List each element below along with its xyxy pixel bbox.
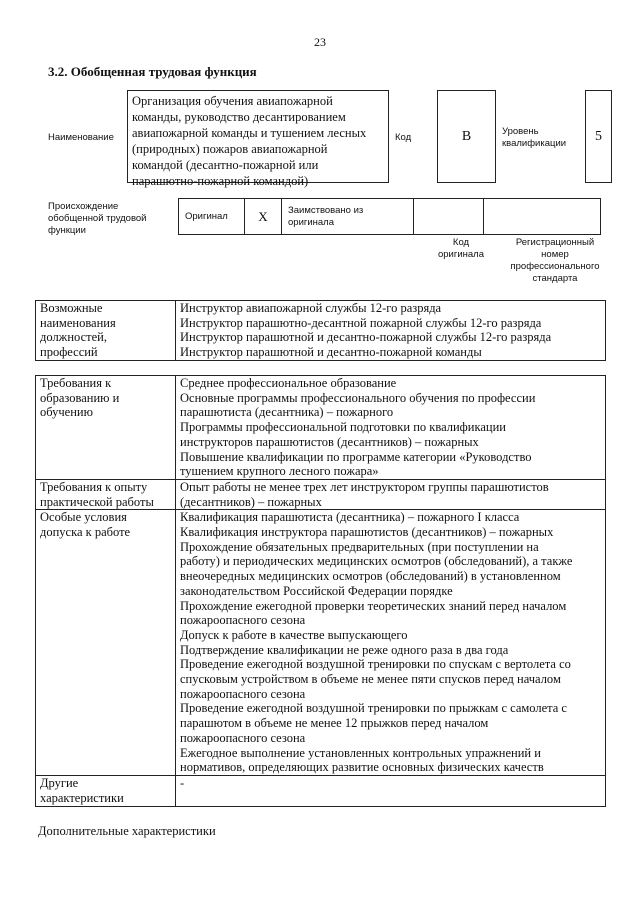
original-mark-cell bbox=[245, 199, 282, 235]
label-line: образованию и bbox=[40, 390, 120, 405]
original-mark: X bbox=[258, 208, 268, 224]
origin-label-line: обобщенной трудовой bbox=[48, 213, 147, 224]
name-label: Наименование bbox=[48, 132, 114, 143]
label-line: допуска к работе bbox=[40, 525, 131, 540]
code-original-caption bbox=[426, 237, 496, 261]
level-value-box bbox=[585, 90, 612, 183]
label-line: обучению bbox=[40, 405, 93, 420]
content-line: Среднее профессиональное образование bbox=[180, 376, 397, 390]
label-line: профессий bbox=[40, 345, 98, 360]
borrowed-label-line: оригинала bbox=[288, 216, 335, 228]
origin-label bbox=[48, 201, 146, 237]
origin-table bbox=[178, 198, 601, 235]
section-title: 3.2. Обобщенная трудовая функция bbox=[48, 64, 257, 79]
label-line: Другие bbox=[40, 775, 79, 790]
function-name-line: Организация обучения авиапожарной bbox=[132, 94, 333, 108]
function-name-line: команды, руководство десантированием bbox=[132, 110, 346, 124]
page-number: 23 bbox=[314, 35, 326, 49]
content-line: Прохождение обязательных предварительных (при поступлении на bbox=[180, 539, 539, 554]
code-label: Код bbox=[395, 132, 412, 143]
content-line: пожароопасного сезона bbox=[180, 686, 306, 701]
caption-line: Регистрационный bbox=[515, 237, 595, 248]
origin-label-line: Происхождение bbox=[48, 201, 119, 212]
content-line: (десантников) – пожарных bbox=[180, 494, 322, 509]
experience-row bbox=[36, 479, 606, 509]
level-label bbox=[502, 126, 566, 150]
content-line: Ежегодное выполнение установленных контрольных упражнений и bbox=[180, 745, 541, 760]
content-line: работу) и периодических медицинских осмотров (обследований), а также bbox=[180, 554, 573, 569]
function-name-line: авиапожарной команды и тушением лесных bbox=[132, 126, 367, 140]
original-label: Оригинал bbox=[185, 210, 228, 222]
admission-label bbox=[36, 510, 176, 776]
content-line: парашютиста (десантника) – пожарного bbox=[180, 405, 394, 420]
content-line: Проведение ежегодной воздушной тренировки по прыжкам с самолета с bbox=[180, 701, 567, 716]
content-line: нормативов, определяющих развитие основных физических качеств bbox=[180, 760, 544, 775]
label-line: Особые условия bbox=[40, 510, 127, 525]
code-value: B bbox=[461, 128, 472, 144]
label-line: Возможные bbox=[40, 301, 103, 315]
content-line: Допуск к работе в качестве выпускающего bbox=[180, 627, 408, 642]
registration-caption bbox=[497, 237, 613, 285]
label-line: Требования к опыту bbox=[40, 479, 148, 494]
positions-table bbox=[35, 300, 606, 361]
content-line: Подтверждение квалификации не реже одного раза в два года bbox=[180, 642, 509, 657]
function-name-line: командой (десантно-пожарной или bbox=[132, 158, 319, 172]
level-label-line: квалификации bbox=[502, 138, 567, 149]
content-line: законодательством Российской Федерации порядке bbox=[180, 583, 453, 598]
experience-content bbox=[176, 479, 606, 509]
admission-row bbox=[36, 510, 606, 776]
position-item: Инструктор парашютной и десантно-пожарной команды bbox=[180, 345, 482, 360]
registration-number-cell bbox=[484, 199, 601, 235]
content-line: Прохождение ежегодной проверки теоретических знаний перед началом bbox=[180, 598, 567, 613]
content-line: инструкторов парашютистов (десантников) – пожарных bbox=[180, 434, 479, 449]
other-content bbox=[176, 775, 606, 806]
caption-line: оригинала bbox=[437, 249, 484, 260]
content-line: пожароопасного сезона bbox=[180, 613, 306, 628]
content-line: пожароопасного сезона bbox=[180, 730, 306, 745]
content-line: парашютом в объеме не менее 12 прыжков перед началом bbox=[180, 716, 489, 731]
education-label bbox=[36, 376, 176, 480]
label-line: характеристики bbox=[40, 790, 124, 805]
content-line: - bbox=[180, 775, 185, 790]
education-row bbox=[36, 376, 606, 480]
caption-line: профессионального bbox=[510, 261, 600, 272]
caption-line: номер bbox=[541, 249, 569, 260]
code-value-box bbox=[437, 90, 496, 183]
level-label-line: Уровень bbox=[502, 126, 539, 137]
positions-label bbox=[36, 301, 176, 361]
content-line: Квалификация инструктора парашютистов (десантников) – пожарных bbox=[180, 525, 554, 540]
caption-line: стандарта bbox=[532, 273, 578, 284]
label-line: должностей, bbox=[40, 330, 107, 345]
original-code-cell bbox=[414, 199, 484, 235]
content-line: спусковым устройством в объеме не менее пяти спусков перед началом bbox=[180, 672, 561, 687]
original-label-cell bbox=[179, 199, 245, 235]
position-item: Инструктор авиапожарной службы 12-го разряда bbox=[180, 301, 442, 315]
content-line: Повышение квалификации по программе категории «Руководство bbox=[180, 449, 532, 464]
function-name-box bbox=[127, 90, 389, 188]
label-line: практической работы bbox=[40, 494, 154, 509]
origin-label-line: функции bbox=[48, 225, 86, 236]
label-line: Требования к bbox=[40, 376, 112, 390]
borrowed-cell bbox=[282, 199, 414, 235]
position-item: Инструктор парашютно-десантной пожарной службы 12-го разряда bbox=[180, 315, 542, 330]
caption-line: Код bbox=[452, 237, 470, 248]
requirements-table bbox=[35, 375, 606, 807]
positions-list bbox=[176, 301, 606, 361]
position-item: Инструктор парашютной и десантно-пожарной службы 12-го разряда bbox=[180, 330, 552, 345]
education-content bbox=[176, 376, 606, 480]
content-line: тушением крупного лесного пожара» bbox=[180, 464, 379, 479]
content-line: Основные программы профессионального обучения по профессии bbox=[180, 390, 536, 405]
other-row bbox=[36, 775, 606, 806]
experience-label bbox=[36, 479, 176, 509]
level-value: 5 bbox=[595, 128, 602, 144]
content-line: Проведение ежегодной воздушной тренировки по спускам с вертолета со bbox=[180, 657, 571, 672]
content-line: Опыт работы не менее трех лет инструктором группы парашютистов bbox=[180, 479, 549, 494]
label-line: наименования bbox=[40, 315, 116, 330]
content-line: Квалификация парашютиста (десантника) – пожарного I класса bbox=[180, 510, 520, 525]
admission-content bbox=[176, 510, 606, 776]
borrowed-label-line: Заимствовано из bbox=[288, 204, 364, 216]
function-name-line: парашютно-пожарной командой) bbox=[132, 174, 309, 188]
additional-characteristics-title: Дополнительные характеристики bbox=[38, 824, 216, 838]
positions-row bbox=[36, 301, 606, 361]
content-line: внеочередных медицинских осмотров (обследований) в установленном bbox=[180, 569, 561, 584]
other-label bbox=[36, 775, 176, 806]
function-name-line: (природных) пожаров авиапожарной bbox=[132, 142, 328, 156]
content-line: Программы профессиональной подготовки по квалификации bbox=[180, 420, 506, 435]
